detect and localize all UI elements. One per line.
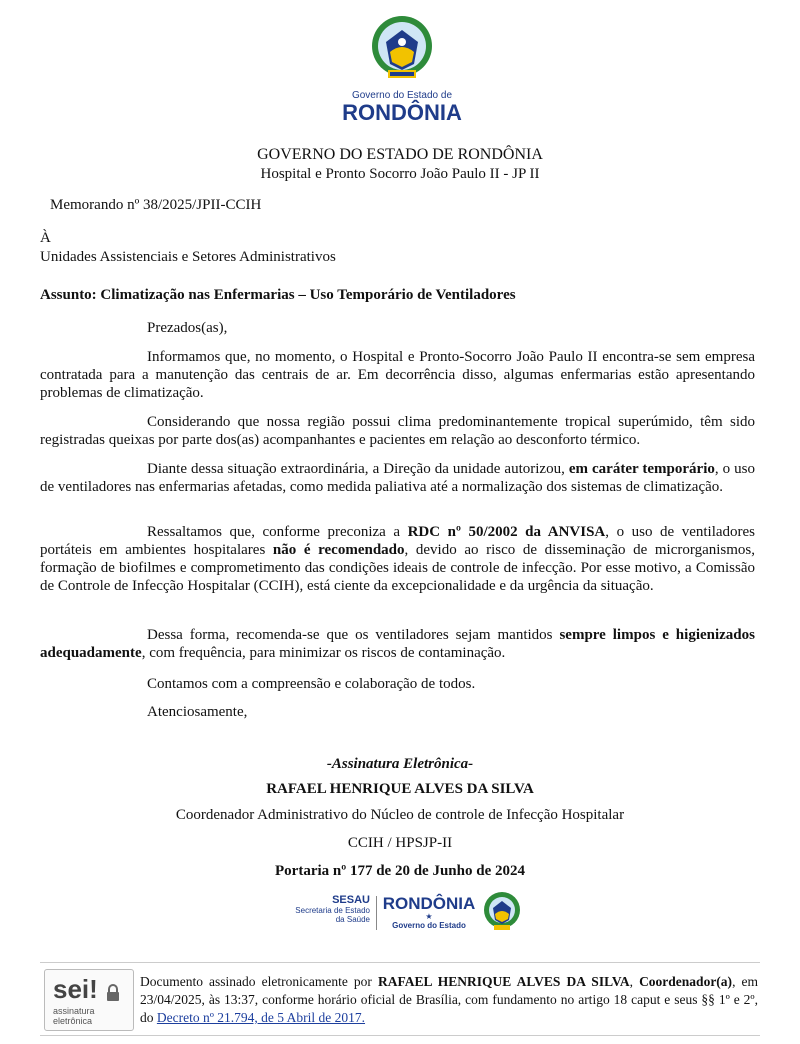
paragraph-4-text-e: , devido ao risco de disseminação de microrganismos, formação de biofilmes e comprometimento das condições ideais de controle de infecção. Por esse motivo, a Comissão de Controle de Infecção Hospitalar (CCIH), está ciente da excepcionalidade e da urgência da situação. [40,542,755,594]
lock-icon [105,984,121,1002]
paragraph-5 [40,626,755,662]
gov-label: Governo do Estado [392,921,466,930]
emblem-caption-line2: RONDÔNIA [342,100,462,125]
sei-signature-box [40,962,760,1036]
paragraph-3-text-c: , o uso de ventiladores nas enfermarias afetadas, como medida paliativa até a normalização dos sistemas de climatização. [40,461,756,495]
paragraph-2: Considerando que nossa região possui clima predominantemente tropical superúmido, têm sido registradas queixas por parte dos(as) acompanhantes e pacientes em relação ao desconforto térmico. [40,414,755,448]
footer-coat-of-arms [482,890,522,932]
decree-link[interactable]: Decreto nº 21.794, de 5 Abril de 2017. [156,1010,366,1025]
portaria: Portaria nº 177 de 20 de Junho de 2024 [275,863,525,879]
paragraph-3 [40,460,755,496]
paragraph-4-rdc: RDC nº 50/2002 da ANVISA [407,524,606,540]
signer-name: RAFAEL HENRIQUE ALVES DA SILVA [266,781,534,797]
sei-signer-name: RAFAEL HENRIQUE ALVES DA SILVA [377,974,630,989]
sei-signer-role: Coordenador(a) [639,974,733,989]
closing: Atenciosamente, [147,704,248,720]
document-subtitle: Hospital e Pronto Socorro João Paulo II - JP II [260,166,540,182]
emblem-caption [340,90,464,125]
emblem-caption-line1: Governo do Estado de [351,90,453,101]
sei-sub-2: eletrônica [53,1016,93,1026]
rondonia-wordmark: RONDÔNIA [382,894,476,913]
paragraph-5-text-c: , com frequência, para minimizar os riscos de contaminação. [141,645,506,661]
paragraph-4-text-a: Ressaltamos que, conforme preconiza a [147,524,408,540]
sei-text-e: , em 23/04/2025, às 13:37, conforme horário oficial de Brasília, com fundamento no artigo 18 caput e seus §§ 1º e 2º, do [140,974,759,1025]
rondonia-logo [382,894,476,931]
paragraph-5-text-a: Dessa forma, recomenda-se que os ventiladores sejam mantidos [147,627,560,643]
sei-text-a: Documento assinado eletronicamente por [140,974,378,989]
signer-unit: CCIH / HPSJP-II [347,835,453,851]
logo-divider [376,896,377,930]
paragraph-4 [40,523,755,595]
sei-sub-1: assinatura [53,1006,95,1016]
paragraph-6: Contamos com a compreensão e colaboração de todos. [147,676,476,692]
paragraph-5-bold: sempre limpos e higienizados adequadamente [40,627,755,661]
sei-wordmark: sei! [53,974,98,1004]
state-coat-of-arms [368,12,436,86]
subject: Assunto: Climatização nas Enfermarias – Uso Temporário de Ventiladores [40,287,516,303]
sesau-sub-2: da Saúde [335,915,370,924]
sesau-sub-1: Secretaria de Estado [295,906,370,915]
sei-text [140,973,758,1027]
paragraph-4-text-c: , o uso de ventiladores portáteis em ambientes hospitalares [40,524,756,558]
paragraph-1: Informamos que, no momento, o Hospital e Pronto-Socorro João Paulo II encontra-se sem empresa contratada para a manutenção das centrais de ar. Em decorrência disso, algumas enfermarias estão apresentando problemas de climatização. [40,349,755,401]
star-icon: ★ [425,912,433,921]
recipient-prefix: À [40,230,51,246]
sei-text-c: , [629,974,640,989]
paragraph-3-text-a: Diante dessa situação extraordinária, a Direção da unidade autorizou, [147,461,565,477]
signer-role: Coordenador Administrativo do Núcleo de controle de Infecção Hospitalar [175,807,625,823]
sesau-logo [280,894,370,924]
paragraph-4-not-recommended: não é recomendado [272,542,405,558]
sei-logo [44,969,134,1031]
greeting: Prezados(as), [147,320,228,336]
recipient: Unidades Assistenciais e Setores Administrativos [40,249,336,265]
paragraph-3-bold: em caráter temporário [564,461,715,477]
memo-number: Memorando nº 38/2025/JPII-CCIH [50,197,262,213]
sesau-title: SESAU [332,894,370,906]
document-title: GOVERNO DO ESTADO DE RONDÔNIA [257,146,543,163]
signature-label: -Assinatura Eletrônica- [326,756,474,772]
